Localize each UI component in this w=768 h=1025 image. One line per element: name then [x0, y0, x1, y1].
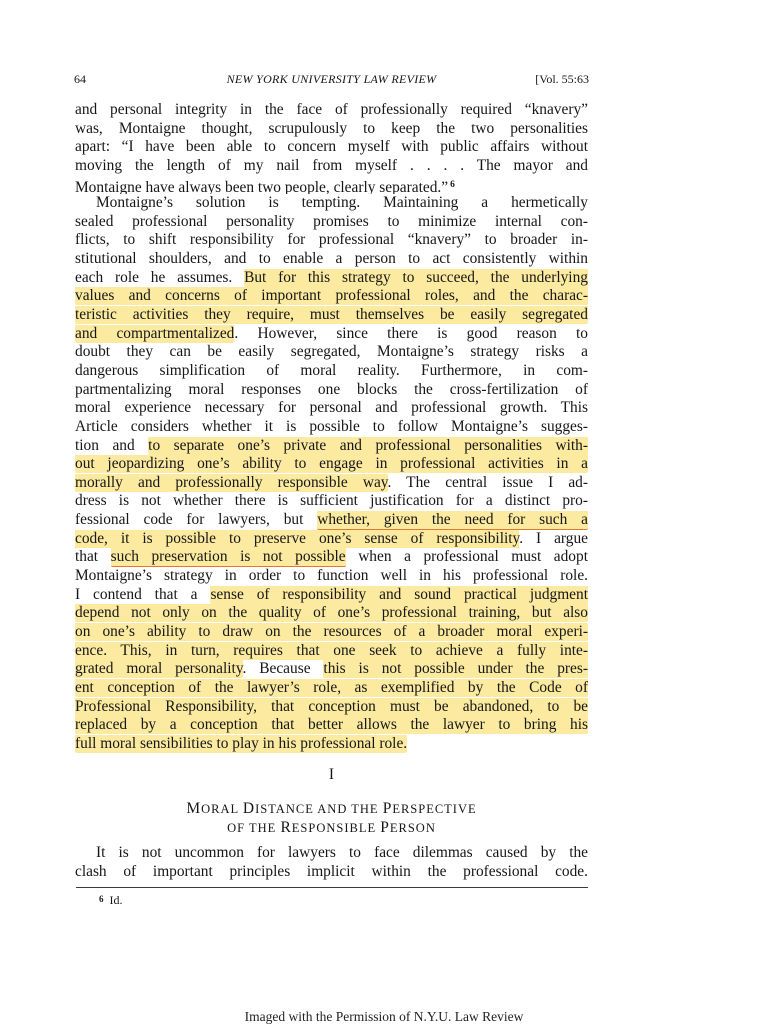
small-cap-initial: P	[382, 800, 393, 817]
text-line: apart: “I have been able to concern myself with public affairs without	[75, 138, 588, 156]
section-heading-line-1	[75, 800, 588, 818]
highlighted-passage: out jeopardizing one’s ability to engage in professional activities in a	[75, 455, 588, 473]
text-span: tion and	[75, 436, 135, 454]
highlighted-passage: Professional Responsibility, that conception must be abandoned, to be	[75, 697, 588, 715]
section-heading-line-2	[75, 819, 588, 837]
text-line	[75, 306, 588, 325]
text-span: fessional code for lawyers, but	[75, 511, 304, 529]
text-line: partmentalizing moral responses one blocks the cross-fertilization of	[75, 380, 588, 398]
highlighted-passage: on one’s ability to draw on the resources of a broader moral experi-	[75, 622, 588, 640]
highlighted-passage: But for this strategy to succeed, the underlying	[244, 268, 588, 286]
text-line	[75, 642, 588, 661]
underlined-passage: whether, given the need for such a	[317, 511, 588, 529]
journal-title: NEW YORK UNIVERSITY LAW REVIEW	[226, 72, 437, 86]
highlighted-passage: full moral sensibilities to play in his professional role.	[75, 734, 408, 752]
small-cap-text: ISTANCE AND THE	[255, 802, 379, 816]
text-span: . The central issue I ad-	[387, 473, 588, 491]
text-line: and personal integrity in the face of professionally required “knavery”	[75, 101, 588, 118]
text-span: I contend that a	[75, 585, 198, 603]
text-line: flicts, to shift responsibility for professional “knavery” to broader in-	[75, 231, 588, 249]
text-line	[75, 548, 588, 567]
text-span: when a professional must adopt	[358, 548, 588, 566]
text-line: sealed professional personality promises to minimize internal con-	[75, 212, 588, 230]
text-line: Montaigne’s solution is tempting. Maintaining a hermetically	[96, 194, 588, 212]
text-line	[75, 530, 588, 549]
running-head	[74, 72, 589, 88]
highlighted-passage: teristic activities they require, must themselves be easily segregated	[75, 306, 588, 324]
highlighted-passage: ence. This, in turn, requires that one seek to achieve a fully inte-	[75, 641, 588, 659]
text-span: . I argue	[519, 529, 588, 547]
text-line	[75, 176, 588, 195]
volume-citation: [Vol. 55:63	[535, 72, 589, 86]
underlined-passage: code, it is possible to preserve one’s sense of responsibility	[75, 529, 520, 547]
text-line: It is not uncommon for lawyers to face dilemmas caused by the	[96, 844, 588, 861]
text-line: dangerous simplification of moral reality. Furthermore, in com-	[75, 361, 588, 379]
text-line: Article considers whether it is possible to follow Montaigne’s sugges-	[75, 417, 588, 435]
text-line	[75, 716, 588, 735]
page-number: 64	[74, 72, 86, 86]
text-line	[75, 698, 588, 717]
small-cap-text: ERSON	[389, 821, 436, 835]
footnote-number: 6	[99, 894, 104, 904]
highlighted-passage: depend not only on the quality of one’s professional training, but also	[75, 604, 588, 622]
highlighted-passage: this is not possible under the pres-	[323, 660, 588, 678]
text-line: clash of important principles implicit within the professional code.	[75, 862, 588, 880]
text-span: each role he assumes.	[75, 268, 233, 286]
text-line: moving the length of my nail from myself . . . . The mayor and	[75, 156, 588, 174]
text-line: Montaigne’s strategy in order to function well in his professional role.	[75, 567, 588, 585]
small-cap-text: ORAL	[201, 802, 239, 816]
small-cap-text: ERSPECTIVE	[392, 802, 477, 816]
text-line	[75, 325, 588, 344]
small-cap-initial: D	[242, 800, 256, 817]
text-line	[75, 511, 588, 530]
text-line	[75, 287, 588, 306]
text-line	[75, 660, 588, 679]
text-line	[75, 735, 588, 754]
text-line	[75, 586, 588, 605]
highlighted-passage: replaced by a conception that better allows the lawyer to bring his	[75, 716, 588, 734]
text-line: stitutional shoulders, and to enable a person to act consistently within	[75, 250, 588, 268]
text-line	[75, 679, 588, 698]
small-cap-initial: R	[280, 819, 292, 836]
underlined-passage: such preservation is not possible	[110, 548, 346, 566]
text-span: that	[75, 548, 99, 566]
small-cap-initial: P	[380, 819, 390, 836]
small-cap-text: ESPONSIBLE	[291, 821, 377, 835]
body-paragraphs	[75, 101, 588, 753]
text-line	[75, 455, 588, 474]
text-line: dress is not whether there is sufficient justification for a distinct pro-	[75, 492, 588, 510]
text-span: . Because	[242, 660, 311, 678]
text-line	[75, 269, 588, 288]
section-paragraph	[75, 844, 588, 881]
footnote	[99, 893, 123, 908]
text-span: . However, since there is good reason to	[234, 324, 588, 342]
highlighted-passage: morally and professionally responsible way	[75, 473, 388, 491]
text-line: was, Montaigne thought, scrupulously to keep the two personalities	[75, 119, 588, 137]
text-line: moral experience necessary for personal and professional growth. This	[75, 399, 588, 417]
text-line	[75, 604, 588, 623]
highlighted-passage: ent conception of the lawyer’s role, as exemplified by the Code of	[75, 678, 588, 696]
footnote-divider	[76, 887, 588, 888]
text-line: doubt they can be easily segregated, Montaigne’s strategy risks a	[75, 343, 588, 361]
text-line	[75, 623, 588, 642]
text-line	[75, 474, 588, 493]
highlighted-passage: grated moral personality	[75, 660, 243, 678]
text-span: Montaigne have always been two people, clearly separated.”	[75, 178, 449, 195]
highlighted-passage: sense of responsibility and sound practical judgment	[210, 585, 588, 603]
footnote-text: Id.	[109, 893, 123, 907]
highlighted-passage: to separate one’s private and professional personalities with-	[148, 436, 588, 454]
permission-notice: Imaged with the Permission of N.Y.U. Law Review	[244, 1009, 524, 1024]
highlighted-passage: values and concerns of important professional roles, and the charac-	[75, 287, 588, 305]
section-numeral: I	[328, 766, 335, 783]
footnote-reference: 6	[450, 179, 455, 190]
small-cap-text: OF THE	[227, 821, 277, 835]
text-line	[75, 437, 588, 456]
small-cap-initial: M	[186, 800, 202, 817]
highlighted-passage: and compartmentalized	[75, 324, 235, 342]
